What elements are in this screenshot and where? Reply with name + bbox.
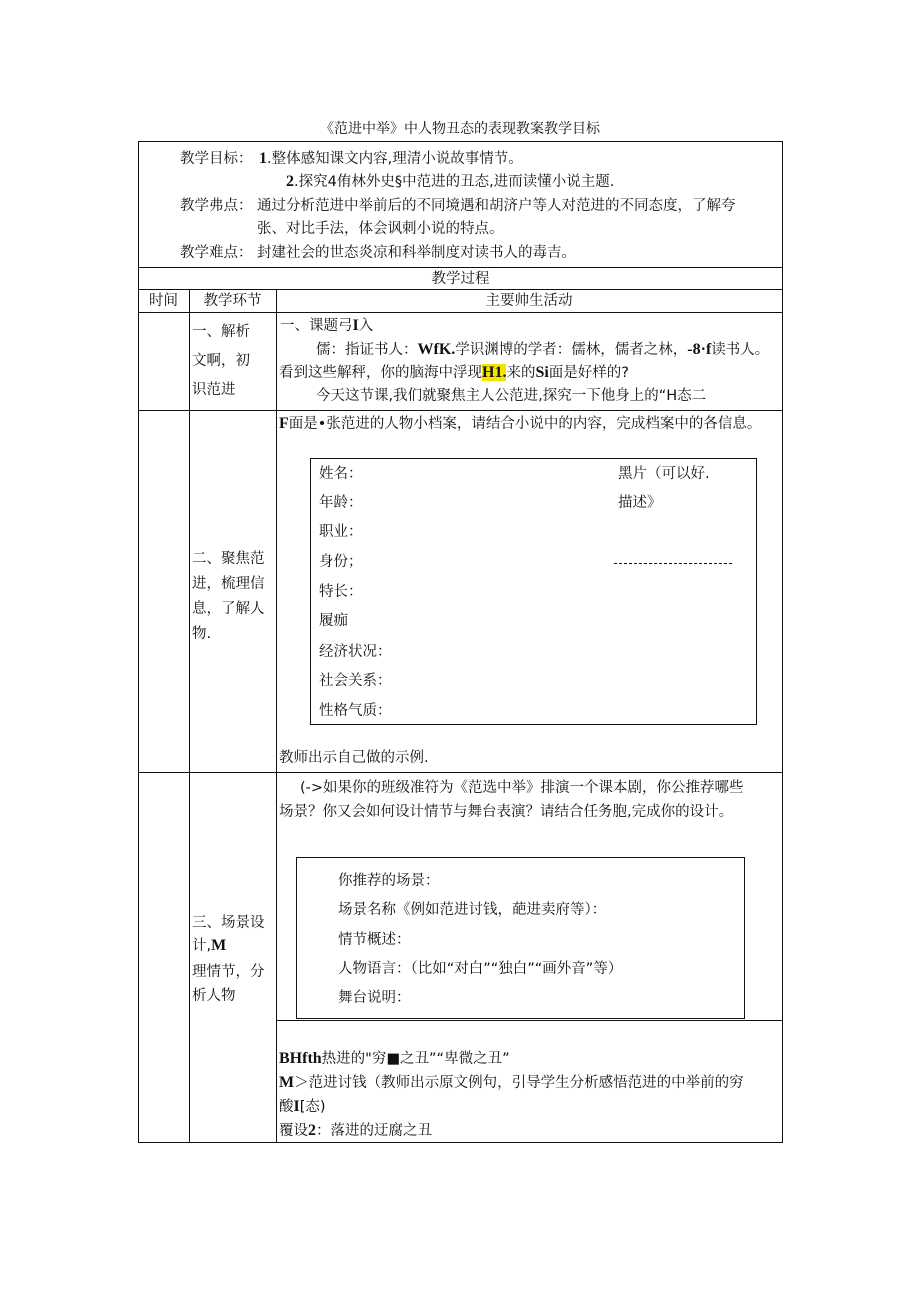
difficulties-label: 教学难点： [180,245,253,261]
section2-stage-line-3: 息，了解人 [192,601,265,617]
section1-heading-part-c: 入 [358,318,374,334]
photo-placeholder-line-2: 描述》 [618,495,662,511]
section2-footer: 教师出示自己做的示例. [279,750,429,766]
p2-part-e: 面是好样的? [548,365,629,381]
p1-part-a: 儒：指证书人： [316,342,418,358]
header-activity: 主要帅生活动 [485,293,573,309]
scene-subpoint-3-b: I [293,1098,300,1115]
profile-field-occupation: 职业： [319,524,363,540]
scene-line-1: 你推荐的场景： [338,873,440,889]
scene-line-4: 人物语言：（比如“对白”“独白”“画外音”等） [338,961,623,977]
section2-intro-part-b: 面是•张范进的人物小档案，请结合小说中的内容，完成档案中的各信息。 [288,416,762,432]
p1-part-e: 读书人。 [711,342,770,358]
p1-part-d: -8·f [687,341,712,358]
p2-highlight: H1. [482,364,507,381]
p2-part-a: 看到这些解秤，你的脑海中浮现 [279,365,482,381]
key-points-line-2: 张、对比手法，体会讽刺小说的特点。 [257,221,504,237]
section2-intro-part-a: F [279,415,289,432]
section3-stage-line-2-b: M [211,937,227,954]
section3-intro-2: 场景？你又会如何设计情节与舞台表演？请结合任务胞,完成你的设计。 [279,804,734,820]
scene-subpoint-4 [279,1121,432,1141]
goal-1-text: .整体感知课文内容,理清小说故事情节。 [267,151,523,167]
scene-line-3: 情节概述： [338,932,411,948]
scene-subpoint-3 [279,1097,326,1117]
scene-subpoint-4-c: ：落进的迂腐之丑 [316,1123,432,1139]
section1-paragraph-1 [316,340,769,360]
section1-paragraph-2 [279,363,629,383]
scene-line-5: 舞台说明： [338,990,411,1006]
key-points-line-1: 通过分析范进中举前后的不同境遇和胡济户等人对范进的不同态度，了解夸 [257,198,736,214]
section3-stage-line-2 [192,936,226,956]
goal-1-number: 1 [259,150,267,167]
photo-placeholder-line-1: 黑片（可以好. [618,466,710,482]
section2-stage-line-4: 物. [192,626,212,642]
scene-subpoint-1-b: 热进的"穷■之丑”“卑微之丑” [321,1051,510,1067]
section1-heading-part-b: I [352,317,359,334]
section3-stage-line-2-a: 计, [192,938,212,954]
profile-field-character: 性格气质： [319,703,392,719]
scene-subpoint-2-a: M [279,1074,295,1091]
profile-field-economy: 经济状况： [319,644,392,660]
section1-stage-line-1: 一、解析 [192,324,250,340]
p1-part-b: WfK. [417,341,456,358]
scene-subpoint-3-a: 酸 [279,1099,294,1115]
header-stage: 教学环节 [203,293,262,309]
key-points-label: 教学弗点： [180,198,253,214]
section3-stage-line-4: 析人物 [192,988,236,1004]
scene-subpoint-2-b: ＞范进讨钱（教师出示原文例句，引导学生分析感悟范进的中举前的穷 [294,1075,744,1091]
profile-field-relations: 社会关系： [319,673,392,689]
section3-stage-line-3: 理情节，分 [192,964,265,980]
section1-heading [280,316,373,336]
section2-intro [279,414,761,434]
section1-heading-part-a: 一、课题弓 [280,318,353,334]
scene-subpoint-1 [279,1049,510,1069]
scene-subpoint-4-b: 2 [308,1122,316,1139]
goals-label: 教学目标： [180,151,253,167]
scene-subpoint-1-a: BHfth [279,1050,322,1067]
section3-stage-line-1: 三、场景设 [192,915,265,931]
profile-field-identity: 身份； [319,554,363,570]
goal-2 [286,172,614,192]
section3-intro-1: (->如果你的班级准符为《范选中举》排演一个课本剧，你公推荐哪些 [300,780,744,796]
scene-subpoint-4-a: 覆设 [279,1123,308,1139]
goal-2-number: 2 [286,173,294,190]
section1-paragraph-3: 今天这节课,我们就聚焦主人公范进,探究一下他身上的“H态二 [316,388,707,404]
section2-stage-line-1: 二、聚焦范 [192,551,265,567]
photo-divider [614,563,732,564]
profile-field-resume: 履痂 [319,613,348,629]
scene-subpoint-2 [279,1073,744,1093]
profile-field-specialty: 特长： [319,584,363,600]
page-title: 《范进中举》中人物丑态的表现教案教学目标 [320,121,600,137]
goal-2-text: .探究4侑林外史§中范进的丑态,进而读懂小说主题. [294,174,615,190]
p2-part-c: 来的 [506,365,536,381]
header-time: 时间 [149,293,178,309]
section1-stage-line-2: 文啊，初 [192,353,250,369]
profile-field-name: 姓名： [319,466,363,482]
goal-1 [259,149,523,169]
process-title: 教学过程 [431,271,490,287]
difficulties-text: 封建社会的世态炎凉和科举制度对读书人的毒吉。 [257,245,576,261]
profile-field-age: 年龄： [319,495,363,511]
p1-part-c: 学识渊博的学者：儒林，儒者之林， [455,342,688,358]
scene-subpoint-3-c: [态) [299,1099,326,1115]
section1-stage-line-3: 识范进 [192,382,236,398]
p2-part-d: Si [535,364,549,381]
section2-stage-line-2: 进，梳理信 [192,576,265,592]
scene-line-2: 场景名称《例如范进讨钱，葩进卖府等）： [338,902,607,918]
